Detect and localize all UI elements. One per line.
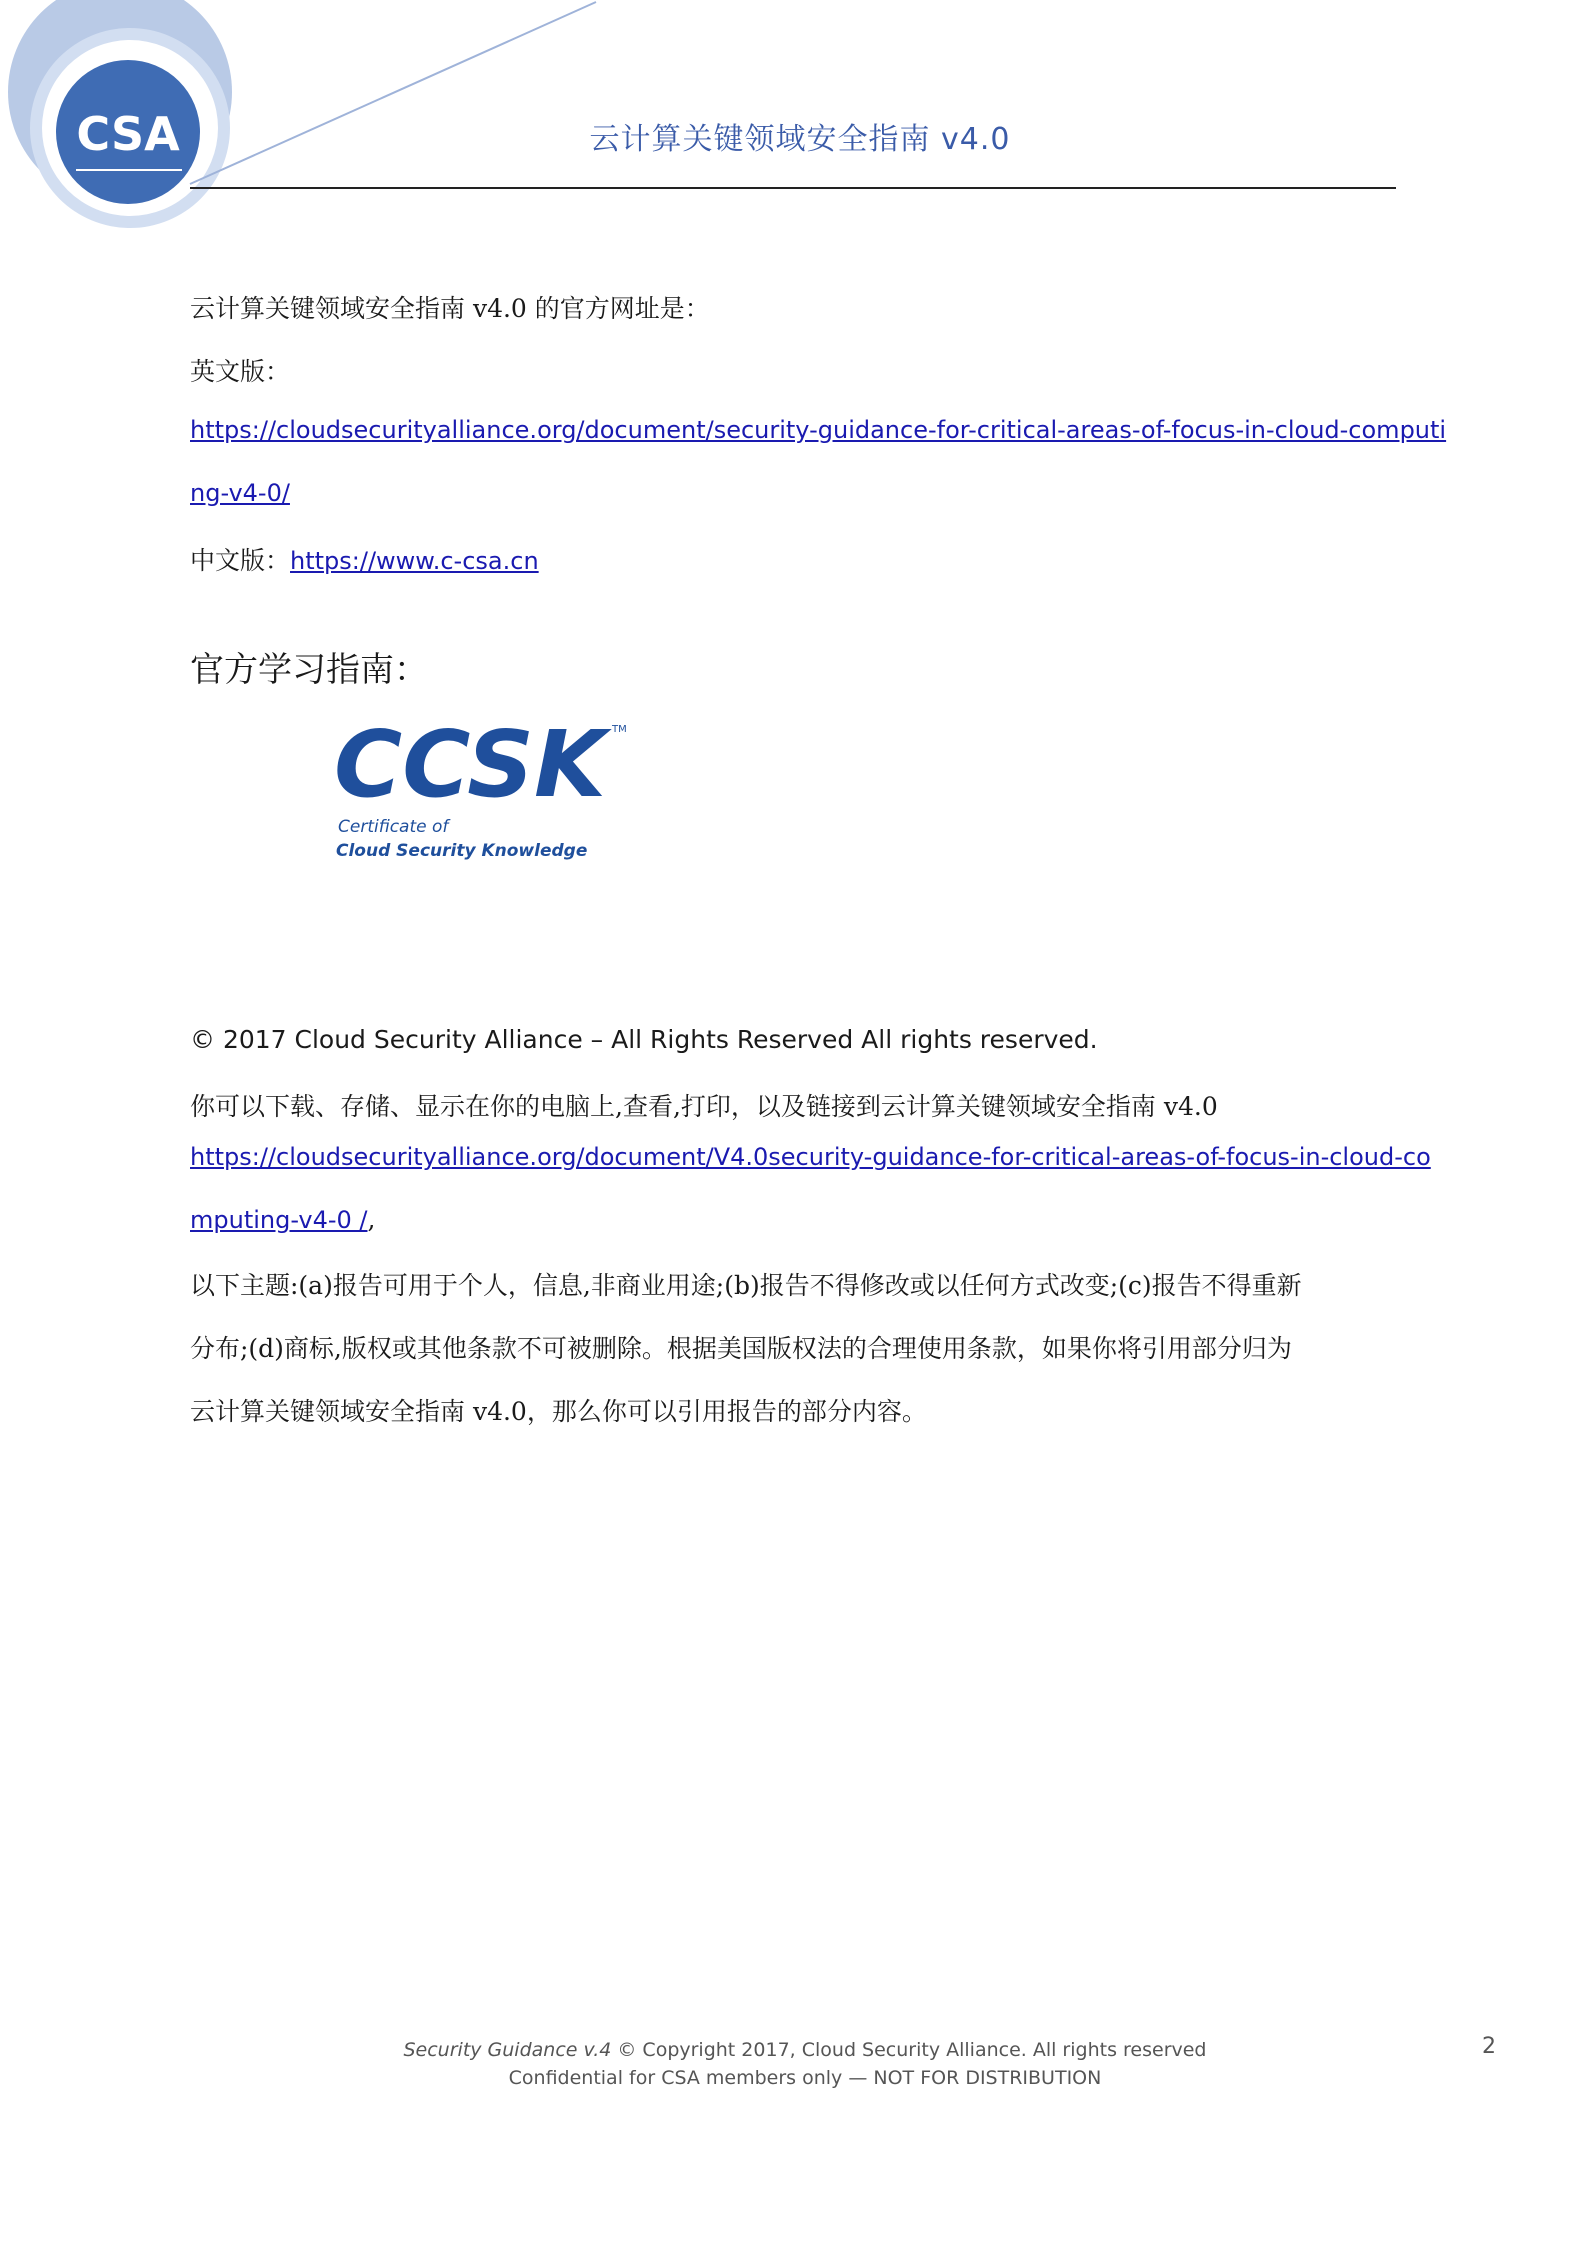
official-url-intro: 云计算关键领域安全指南 v4.0 的官方网址是： [190, 294, 710, 323]
terms-line-2: 分布;(d)商标,版权或其他条款不可被删除。根据美国版权法的合理使用条款，如果你将引用部分归为 [190, 1334, 1292, 1363]
header-title: 云计算关键领域安全指南 v4.0 [589, 122, 1011, 157]
english-version-label: 英文版： [190, 357, 291, 386]
ccsk-trademark: TM [612, 724, 627, 735]
terms-line-3: 云计算关键领域安全指南 v4.0，那么你可以引用报告的部分内容。 [190, 1397, 927, 1426]
page-footer [380, 2036, 1230, 2092]
csa-logo [0, 0, 620, 230]
footer-doc-title: Security Guidance v.4 [403, 2039, 612, 2061]
ccsk-wordmark: CCSK [334, 718, 612, 818]
chinese-version-label: 中文版： [190, 546, 291, 575]
english-version-link-continued[interactable]: ng-v4-0/ [190, 479, 290, 507]
guidance-document-link-continued[interactable]: mputing-v4-0 / [190, 1206, 368, 1234]
footer-copyright: © Copyright 2017, Cloud Security Alliance. All rights reserved [611, 2039, 1207, 2061]
copyright-statement: © 2017 Cloud Security Alliance – All Rights Reserved All rights reserved. [190, 1025, 1098, 1054]
page-number: 2 [1482, 2034, 1496, 2059]
terms-line-1: 以下主题:(a)报告可用于个人，信息,非商业用途;(b)报告不得修改或以任何方式改变;(c)报告不得重新 [190, 1271, 1302, 1300]
english-version-link[interactable]: https://cloudsecurityalliance.org/document/security-guidance-for-critical-areas-of-focus-in-cloud-computi [190, 416, 1447, 444]
permission-text: 你可以下载、存储、显示在你的电脑上,查看,打印，以及链接到云计算关键领域安全指南 v4.0 [190, 1092, 1218, 1121]
footer-confidential: Confidential for CSA members only — NOT FOR DISTRIBUTION [508, 2067, 1102, 2089]
ccsk-tagline-1: Certificate of [338, 817, 449, 837]
study-guide-heading: 官方学习指南： [190, 650, 428, 690]
csa-logo-text: CSA [76, 107, 180, 161]
header-divider [190, 187, 1396, 189]
chinese-version-link[interactable]: https://www.c-csa.cn [290, 547, 539, 575]
ccsk-tagline-2: Cloud Security Knowledge [336, 841, 588, 861]
guidance-document-link[interactable]: https://cloudsecurityalliance.org/document/V4.0security-guidance-for-critical-areas-of-focus-in-cloud-co [190, 1143, 1431, 1171]
ccsk-logo [334, 718, 634, 868]
link-suffix: , [367, 1205, 376, 1234]
